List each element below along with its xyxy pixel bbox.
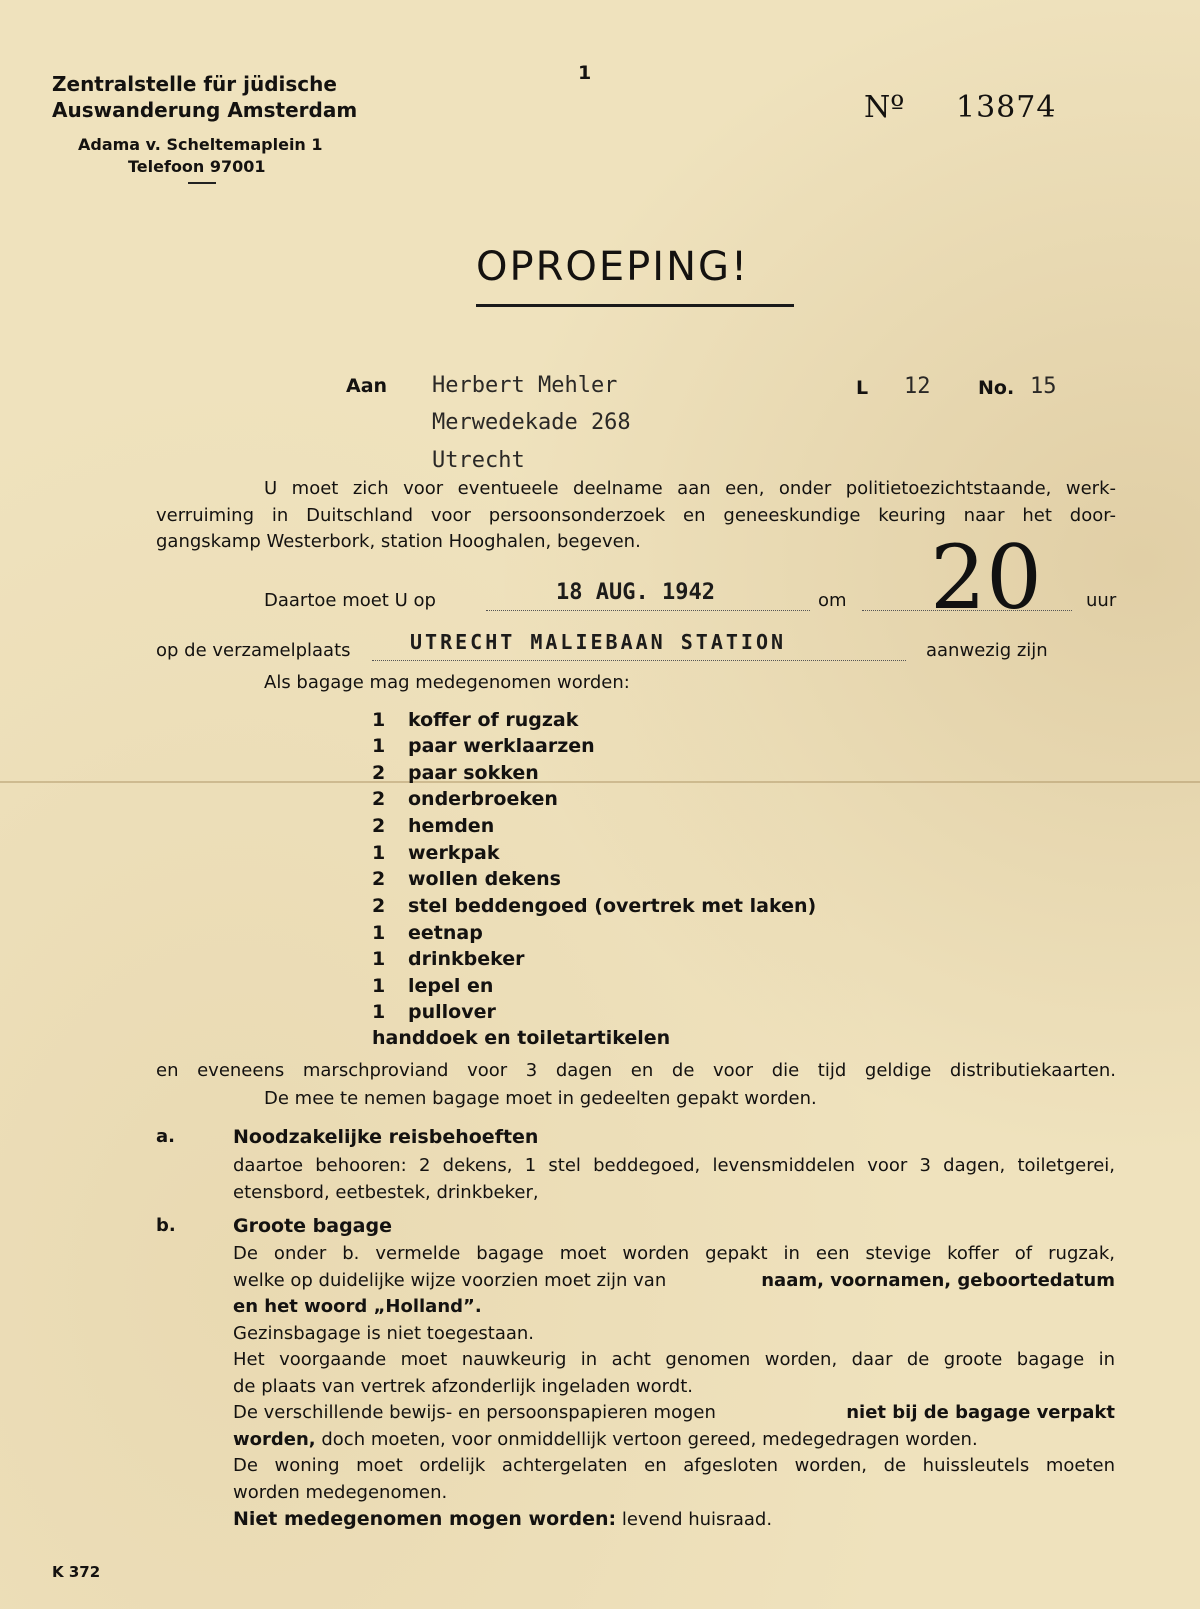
item-quantity: 1 xyxy=(372,842,386,864)
recipient-street: Merwedekade 268 xyxy=(432,410,631,435)
appointment-date: 18 AUG. 1942 xyxy=(556,580,715,605)
document-number-label: Nº xyxy=(864,90,905,125)
section-b-text: welke op duidelijke wijze voorzien moet zijn van xyxy=(233,1269,667,1291)
section-a-body xyxy=(233,1153,1115,1206)
item-label: onderbroeken xyxy=(408,788,558,810)
document-number: 13874 xyxy=(956,90,1057,125)
section-b-line: Het voorgaande moet nauwkeurig in acht genomen worden, daar de groote bagage in xyxy=(233,1349,1115,1370)
section-b-heading: Groote bagage xyxy=(233,1215,392,1237)
recipient-label: Aan xyxy=(346,375,388,397)
item-label: handdoek en toiletartikelen xyxy=(372,1027,671,1049)
gathering-place: UTRECHT MALIEBAAN STATION xyxy=(410,630,787,654)
appointment-prefix: Daartoe moet U op xyxy=(264,590,436,611)
item-label: pullover xyxy=(408,1001,496,1023)
section-b-line: De onder b. vermelde bagage moet worden gepakt in een stevige koffer of rugzak, xyxy=(233,1243,1115,1264)
section-b-text: doch moeten, voor onmiddellijk vertoon gereed, medegedragen worden. xyxy=(321,1428,978,1450)
section-a-line: daartoe behooren: 2 dekens, 1 stel beddegoed, levensmiddelen voor 3 dagen, toiletgerei, xyxy=(233,1155,1115,1176)
item-quantity: 1 xyxy=(372,1001,386,1023)
item-quantity: 2 xyxy=(372,815,386,837)
section-b-line: worden medegenomen. xyxy=(233,1481,448,1503)
section-b-line xyxy=(233,1506,1115,1534)
place-dotted-line xyxy=(372,660,906,661)
item-quantity: 1 xyxy=(372,975,386,997)
item-quantity: 1 xyxy=(372,922,386,944)
instruction-line: U moet zich voor eventueele deelname aan een, onder politietoezichtstaande, werk- xyxy=(264,478,1116,499)
l-value: 12 xyxy=(904,374,931,399)
item-label: drinkbeker xyxy=(408,948,525,970)
gathering-place-suffix: aanwezig zijn xyxy=(926,640,1048,661)
instruction-line: verruiming in Duitschland voor persoonsonderzoek en geneeskundige keuring naar het door- xyxy=(156,504,1116,526)
section-b-line xyxy=(233,1268,1115,1295)
appointment-om: om xyxy=(818,590,847,611)
appointment-hour: 20 xyxy=(930,526,1042,629)
section-b-line: de plaats van vertrek afzonderlijk ingeladen wordt. xyxy=(233,1375,693,1397)
appointment-uur: uur xyxy=(1086,590,1117,611)
recipient-name: Herbert Mehler xyxy=(432,373,618,398)
item-label: werkpak xyxy=(408,842,500,864)
section-b-emphasis: Niet medegenomen mogen worden: xyxy=(233,1508,617,1530)
no-value: 15 xyxy=(1030,374,1057,399)
org-name-line1: Zentralstelle für jüdische xyxy=(52,72,337,96)
title-underline xyxy=(476,304,794,307)
item-label: stel beddengoed (overtrek met laken) xyxy=(408,895,817,917)
no-label: No. xyxy=(978,377,1015,399)
section-b-emphasis: worden, xyxy=(233,1428,316,1450)
org-phone: Telefoon 97001 xyxy=(128,157,266,176)
form-code: K 372 xyxy=(52,1563,101,1581)
item-label: hemden xyxy=(408,815,495,837)
item-quantity: 2 xyxy=(372,788,386,810)
item-quantity: 1 xyxy=(372,709,386,731)
paper-fold-line xyxy=(0,781,1200,783)
l-label: L xyxy=(856,377,869,399)
page-title: OPROEPING! xyxy=(476,244,750,290)
item-label: eetnap xyxy=(408,922,483,944)
item-quantity: 2 xyxy=(372,762,386,784)
gathering-place-prefix: op de verzamelplaats xyxy=(156,640,351,661)
section-b-line: Gezinsbagage is niet toegestaan. xyxy=(233,1322,535,1344)
section-b-text: levend huisraad. xyxy=(621,1509,773,1530)
instruction-line: gangskamp Westerbork, station Hooghalen, begeven. xyxy=(156,531,641,552)
item-quantity: 1 xyxy=(372,948,386,970)
section-b-text: De verschillende bewijs- en persoonspapieren mogen xyxy=(233,1402,716,1423)
item-label: koffer of rugzak xyxy=(408,709,579,731)
provisions-line: en eveneens marschproviand voor 3 dagen en de voor die tijd geldige distributiekaarten. xyxy=(156,1060,1116,1081)
section-b-emphasis: niet bij de bagage verpakt xyxy=(846,1402,1115,1423)
provisions-paragraph xyxy=(156,1058,1116,1085)
org-name-line2: Auswanderung Amsterdam xyxy=(52,98,358,122)
packing-note: De mee te nemen bagage moet in gedeelten gepakt worden. xyxy=(264,1088,817,1109)
date-dotted-line xyxy=(486,610,810,611)
item-quantity: 1 xyxy=(372,735,386,757)
section-b-emphasis: en het woord „Holland”. xyxy=(233,1296,482,1317)
section-b-emphasis: naam, voornamen, geboortedatum xyxy=(761,1269,1115,1291)
section-b-line xyxy=(233,1427,1115,1454)
section-b-body xyxy=(233,1241,1115,1534)
item-label: paar sokken xyxy=(408,762,539,784)
section-b-line xyxy=(233,1400,1115,1427)
recipient-city: Utrecht xyxy=(432,448,525,473)
section-a-line: etensbord, eetbestek, drinkbeker, xyxy=(233,1181,539,1203)
baggage-intro: Als bagage mag medegenomen worden: xyxy=(264,672,630,693)
section-a-heading: Noodzakelijke reisbehoeften xyxy=(233,1126,539,1148)
org-address: Adama v. Scheltemaplein 1 xyxy=(78,135,323,154)
item-quantity: 2 xyxy=(372,868,386,890)
item-label: wollen dekens xyxy=(408,868,561,890)
page-number: 1 xyxy=(578,62,592,84)
section-b-line: De woning moet ordelijk achtergelaten en afgesloten worden, de huissleutels moeten xyxy=(233,1455,1115,1476)
item-label: paar werklaarzen xyxy=(408,735,595,757)
section-b-letter: b. xyxy=(156,1215,176,1236)
item-quantity: 2 xyxy=(372,895,386,917)
header-divider xyxy=(188,182,216,184)
section-a-letter: a. xyxy=(156,1126,175,1147)
item-label: lepel en xyxy=(408,975,494,997)
